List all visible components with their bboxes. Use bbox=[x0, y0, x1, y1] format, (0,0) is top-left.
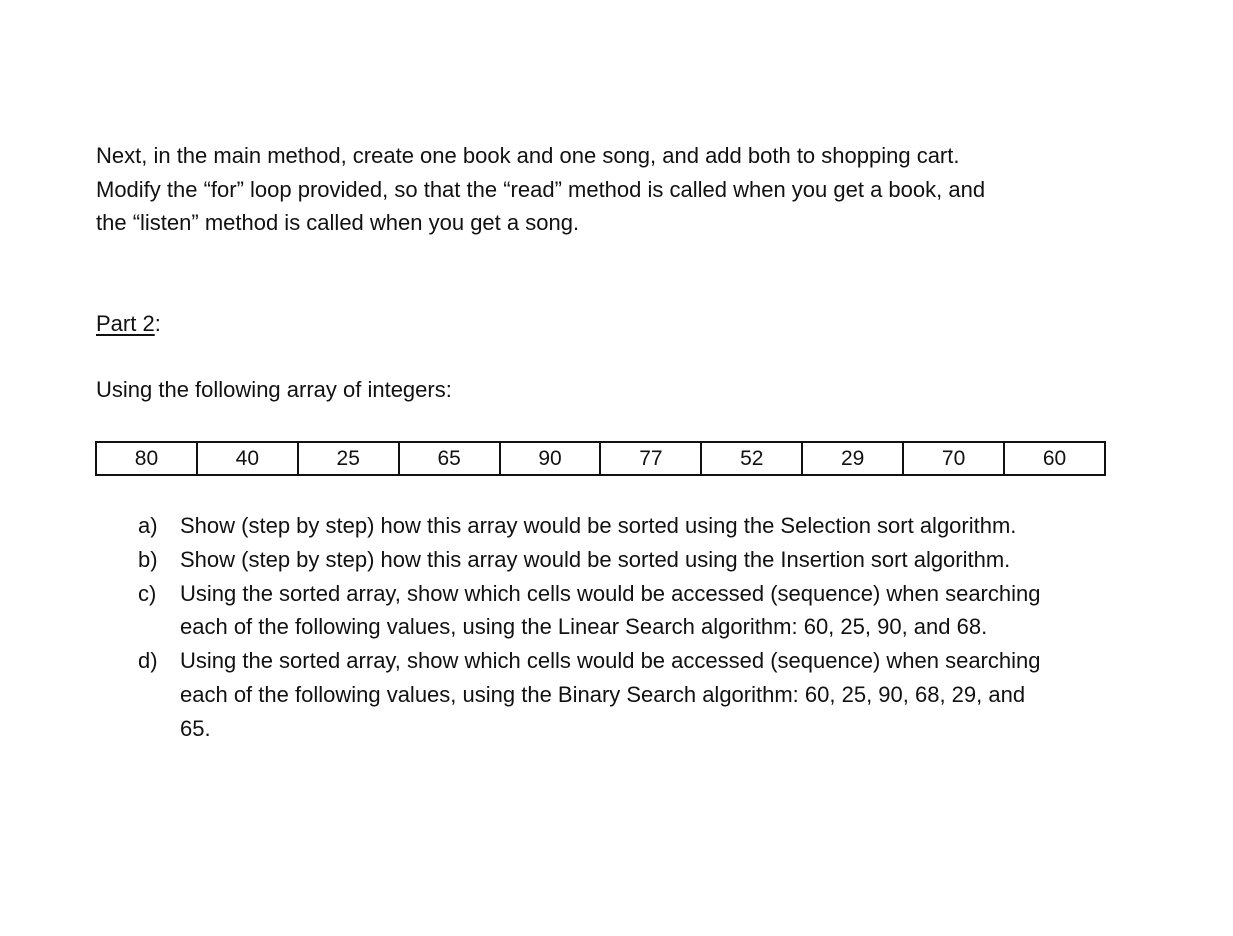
task-text: Using the sorted array, show which cells would be accessed (sequence) when searching bbox=[180, 648, 1041, 674]
task-text: Show (step by step) how this array would be sorted using the Selection sort algorithm. bbox=[180, 513, 1017, 538]
intro-line: the “listen” method is called when you get a song. bbox=[96, 210, 580, 235]
task-marker: b) bbox=[138, 546, 158, 572]
task-marker: a) bbox=[138, 513, 158, 538]
part-heading-label: Part 2 bbox=[96, 311, 155, 336]
task-item-d bbox=[138, 644, 1118, 745]
array-cell: 70 bbox=[903, 442, 1004, 475]
array-cell: 52 bbox=[701, 442, 802, 475]
task-item-a bbox=[138, 509, 1118, 543]
task-marker: c) bbox=[138, 580, 157, 606]
array-cell: 40 bbox=[197, 442, 298, 475]
lead-sentence: Using the following array of integers: bbox=[96, 377, 452, 402]
intro-line: Next, in the main method, create one book and one song, and add both to shopping cart. bbox=[96, 143, 960, 168]
task-text: each of the following values, using the Linear Search algorithm: 60, 25, 90, and 68. bbox=[180, 614, 988, 640]
task-text: 65. bbox=[180, 715, 211, 741]
array-cell: 80 bbox=[96, 442, 197, 475]
array-cell: 60 bbox=[1004, 442, 1105, 475]
task-item-c bbox=[138, 577, 1118, 645]
array-cell: 65 bbox=[399, 442, 500, 475]
task-text: Show (step by step) how this array would be sorted using the Insertion sort algorithm. bbox=[180, 546, 1011, 572]
array-cell: 90 bbox=[500, 442, 601, 475]
task-list bbox=[138, 509, 1118, 746]
array-row bbox=[96, 442, 1105, 475]
part-heading-colon: : bbox=[154, 311, 161, 336]
integer-array-table bbox=[95, 441, 1106, 476]
task-marker: d) bbox=[138, 648, 158, 674]
part-heading bbox=[96, 307, 161, 340]
task-text: Using the sorted array, show which cells would be accessed (sequence) when searching bbox=[180, 580, 1041, 606]
task-text: each of the following values, using the Binary Search algorithm: 60, 25, 90, 68, 29, and bbox=[180, 681, 1026, 707]
array-cell: 25 bbox=[298, 442, 399, 475]
intro-paragraph bbox=[96, 139, 1106, 240]
task-item-b bbox=[138, 543, 1118, 577]
array-cell: 77 bbox=[600, 442, 701, 475]
array-cell: 29 bbox=[802, 442, 903, 475]
intro-line: Modify the “for” loop provided, so that the “read” method is called when you get a book, and bbox=[96, 176, 986, 202]
